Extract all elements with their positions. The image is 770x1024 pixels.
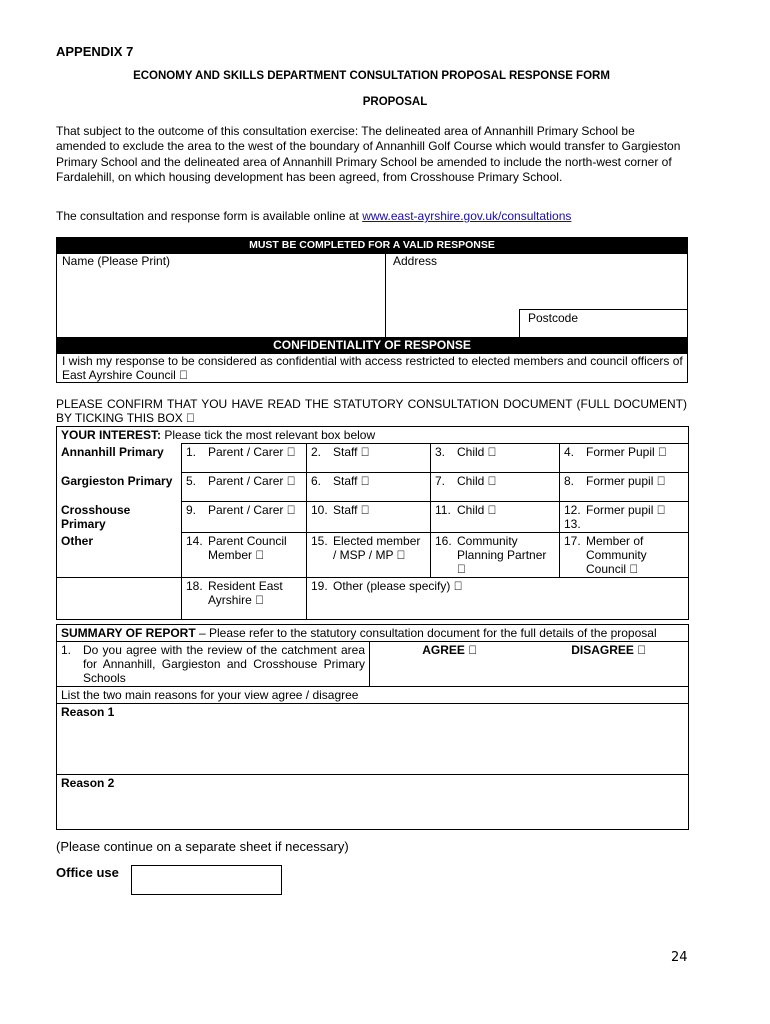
online-text: The consultation and response form is available online at [56,209,363,223]
reason-2-label: Reason 2 [61,776,115,790]
form-title: ECONOMY AND SKILLS DEPARTMENT CONSULTATION PROPOSAL RESPONSE FORM [133,70,610,82]
interest-option[interactable]: 7. Child [431,473,560,502]
summary-heading: SUMMARY OF REPORT – Please refer to the statutory consultation document for the full details of the proposal [57,625,689,642]
interest-option[interactable]: 16. Community Planning Partner [431,533,560,578]
confidentiality-text: I wish my response to be considered as confidential with access restricted to elected members and council officers of East Ayrshire Council [62,354,683,382]
interest-option-13[interactable]: 13. [564,517,581,531]
interest-empty-cell [57,578,182,620]
interest-option[interactable]: 11. Child [431,502,560,533]
office-use-field[interactable] [131,865,282,895]
interest-option-other[interactable]: 19. Other (please specify) [307,578,689,620]
reasons-label: List the two main reasons for your view agree / disagree [57,687,689,704]
interest-heading: YOUR INTEREST: Please tick the most relevant box below [57,427,689,444]
interest-option[interactable]: 10. Staff [307,502,431,533]
interest-row-label: Gargieston Primary [57,473,182,502]
interest-option[interactable]: 9. Parent / Carer [182,502,307,533]
address-label: Address [393,254,438,268]
interest-option-resident[interactable]: 18. Resident East Ayrshire [182,578,307,620]
interest-row-label: Crosshouse Primary [57,502,182,533]
interest-option[interactable]: 4. Former Pupil [560,444,689,473]
interest-option[interactable]: 1. Parent / Carer [182,444,307,473]
confidentiality-bar: CONFIDENTIALITY OF RESPONSE [56,338,688,353]
name-label: Name (Please Print) [62,254,171,268]
postcode-label: Postcode [528,311,579,325]
continue-note: (Please continue on a separate sheet if necessary) [56,839,349,854]
summary-table [56,624,689,830]
interest-option[interactable]: 2. Staff [307,444,431,473]
reason-1-field[interactable] [57,704,689,775]
interest-row-label: Annanhill Primary [57,444,182,473]
consultations-link[interactable]: www.east-ayrshire.gov.uk/consultations [362,209,572,223]
interest-row-label: Other [57,533,182,578]
reason-2-field[interactable] [57,775,689,830]
online-availability [56,209,688,223]
contact-divider [385,253,386,338]
interest-option[interactable]: 15. Elected member / MSP / MP [307,533,431,578]
address-field[interactable] [387,270,686,308]
interest-option[interactable]: 12. Former pupil 13. [560,502,689,533]
proposal-text: That subject to the outcome of this consultation exercise: The delineated area of Annanhill Primary School be amended to exclude the area to the west of the boundary of Annanhill Golf Course which would transfer to Gargieston Primary School and the delineated area of Annanhill Primary School be amended to include the north-west corner of Fardalehill, on which housing development has been agreed, from Crosshouse Primary School. [56,124,681,185]
interest-option[interactable]: 14. Parent Council Member [182,533,307,578]
summary-question: 1. Do you agree with the review of the catchment area for Annanhill, Gargieston and Crosshouse Primary Schools [57,642,370,687]
confirm-statement[interactable]: PLEASE CONFIRM THAT YOU HAVE READ THE STATUTORY CONSULTATION DOCUMENT (FULL DOCUMENT) BY TICKING THIS BOX [56,397,687,425]
required-bar: MUST BE COMPLETED FOR A VALID RESPONSE [56,237,688,253]
agree-option[interactable]: AGREE [370,642,530,687]
interest-option[interactable]: 8. Former pupil [560,473,689,502]
interest-option[interactable]: 5. Parent / Carer [182,473,307,502]
interest-table [56,426,689,620]
name-field[interactable] [57,270,384,336]
proposal-heading: PROPOSAL [362,96,428,108]
office-use-label: Office use [56,865,119,880]
interest-option[interactable]: 6. Staff [307,473,431,502]
interest-option[interactable]: 17. Member of Community Council [560,533,689,578]
disagree-option[interactable]: DISAGREE [530,642,689,687]
interest-option[interactable]: 3. Child [431,444,560,473]
page-number: 24 [671,950,688,965]
appendix-label: APPENDIX 7 [56,44,134,59]
reason-1-label: Reason 1 [61,705,115,719]
